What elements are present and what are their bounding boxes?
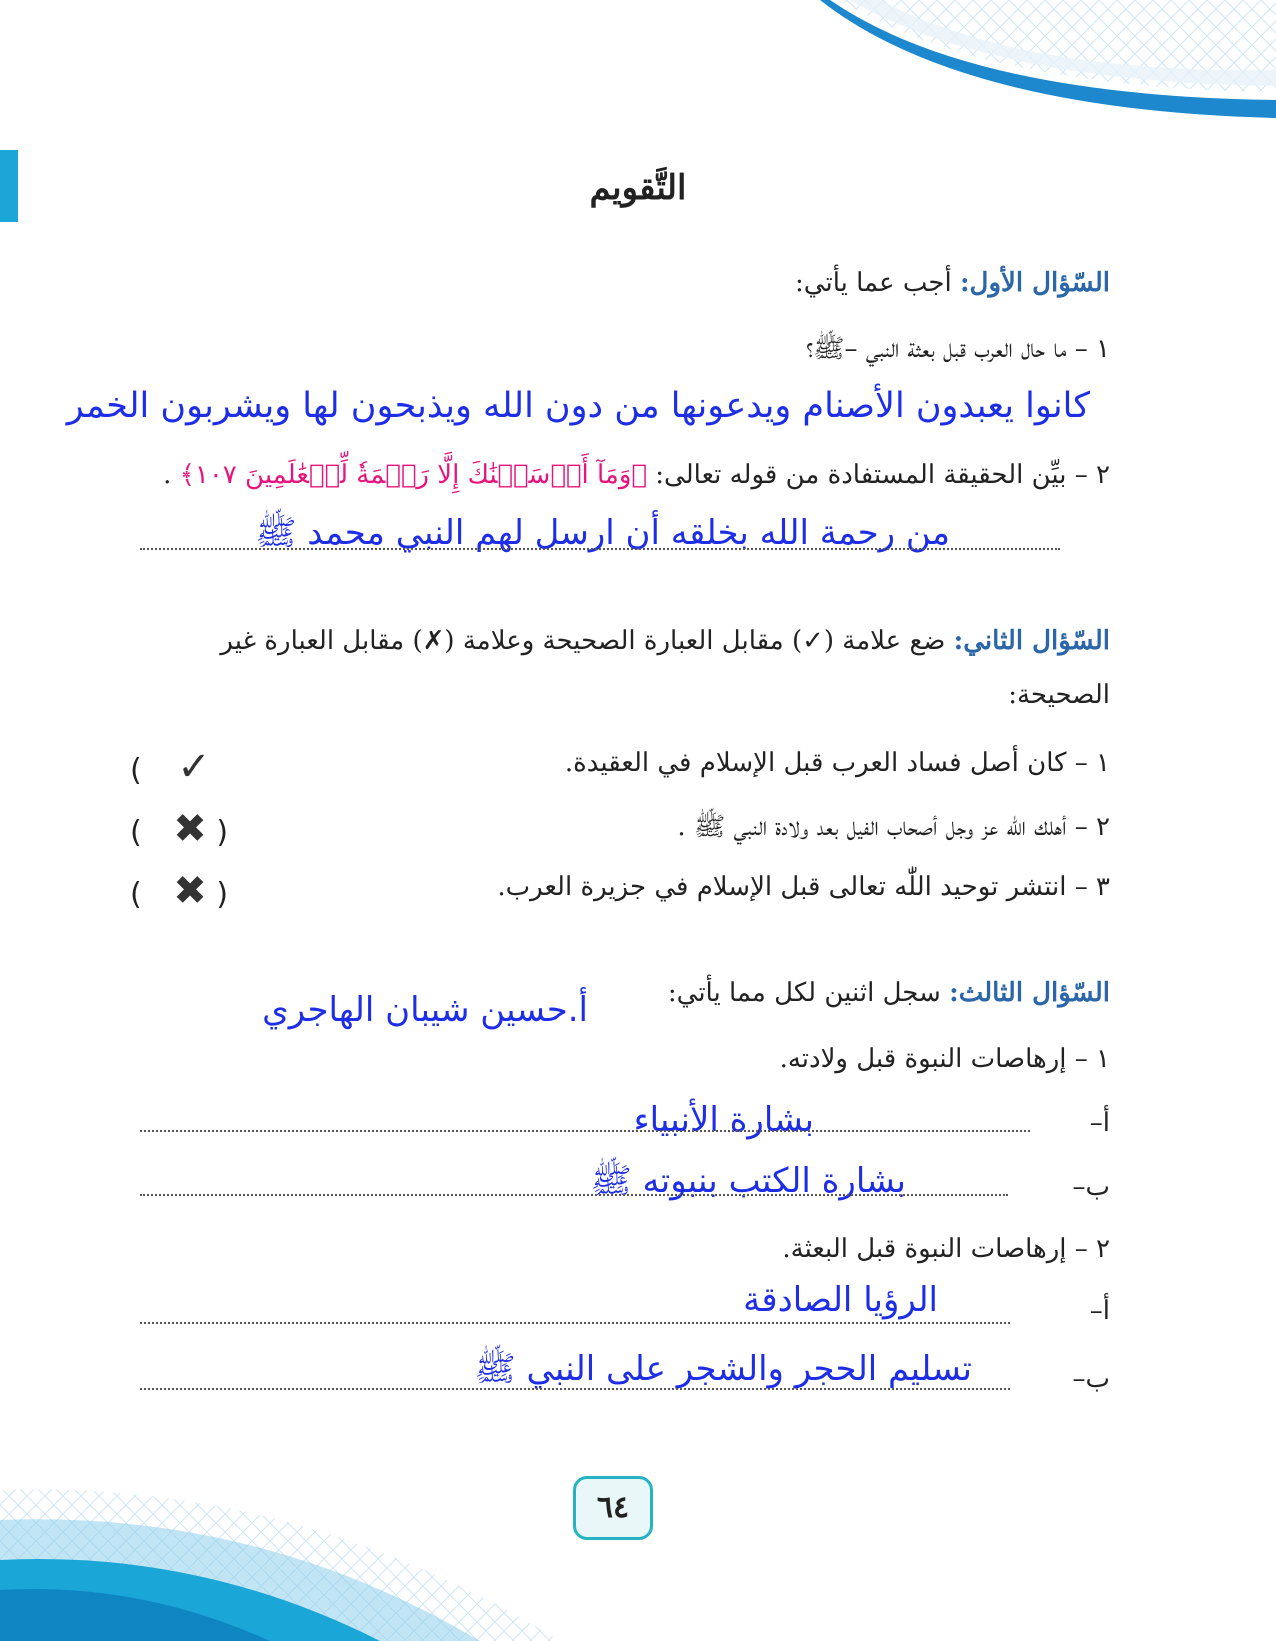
paren-open: ( [130,815,142,850]
q2-label: السّؤال الثاني: [953,626,1110,656]
q1-item1: ١ – ما حال العرب قبل بعثة النبي –ﷺ؟ [805,334,1110,364]
decorative-corner-bottom [0,1460,560,1641]
q3-part2-b-answer: تسليم الحجر والشجر على النبي ﷺ [474,1349,972,1389]
q2-item-3: ٣ – انتشر توحيد اللّٰه تعالى قبل الإسلام في جزيرة العرب. [497,872,1110,902]
paren-open: ( [130,753,142,788]
q3-part2-a-answer: الرؤيا الصادقة [743,1280,938,1320]
q3-part1-b-answer: بشارة الكتب بنبوته ﷺ [590,1161,906,1201]
answer-mark-3 [130,868,228,914]
paren-close: ) [216,877,229,912]
page-title: التَّقويم [589,168,687,208]
q2-item-2: ٢ – أهلك اللّٰه عز وجل أصحاب الفيل بعد ولادة النبي ﷺ . [677,812,1110,842]
q2-item-1: ١ – كان أصل فساد العرب قبل الإسلام في العقيدة. [564,748,1110,778]
answer-dotted-line [140,1194,1008,1196]
q1-instruction: أجب عما يأتي: [795,268,952,298]
q3-part2-a-prefix: أ– [1089,1296,1110,1326]
teacher-name: أ.حسين شيبان الهاجري [262,990,588,1030]
q1-label: السّؤال الأول: [959,268,1110,298]
answer-dotted-line [140,1322,1010,1324]
q1-item2-prefix: ٢ – بيِّن الحقيقة المستفادة من قوله تعالى: [655,460,1110,490]
answer-dotted-line [140,1388,1010,1390]
page-number: ٦٤ [573,1476,653,1540]
answer-mark-1 [130,744,211,790]
cross-mark-icon: ✖ [173,806,207,852]
decorative-corner-top [820,0,1276,120]
q1-item2-suffix: . [163,460,172,490]
answer-dotted-line [140,548,1060,550]
q1-item2 [163,460,1110,490]
q1-header [795,268,1110,298]
quran-verse: ﴿وَمَآ أَرۡسَلۡنَٰكَ إِلَّا رَحۡمَةٗ لِّلۡعَٰلَمِينَ ١٠٧﴾ [179,460,648,490]
q3-part1: ١ – إرهاصات النبوة قبل ولادته. [779,1044,1110,1074]
q1-answer1: كانوا يعبدون الأصنام ويدعونها من دون الله ويذبحون لها ويشربون الخمر [66,386,1090,426]
q2-instruction-line1: ضع علامة (✓) مقابل العبارة الصحيحة وعلامة (✗) مقابل العبارة غير [220,626,946,656]
q1-answer2: من رحمة الله بخلقه أن ارسل لهم النبي محمد ﷺ [255,513,950,553]
answer-dotted-line [140,1130,1030,1132]
paren-close: ) [216,815,229,850]
q3-part1-a-prefix: أ– [1089,1108,1110,1138]
q3-header [668,978,1110,1008]
q3-label: السّؤال الثالث: [949,978,1110,1008]
q2-header [220,626,1110,656]
q3-part1-b-prefix: ب– [1072,1172,1110,1202]
cross-mark-icon: ✖ [173,868,207,914]
paren-open: ( [130,877,142,912]
q3-instruction: سجل اثنين لكل مما يأتي: [667,978,941,1008]
answer-mark-2 [130,806,228,852]
q3-part1-a-answer: بشارة الأنبياء [633,1100,814,1140]
check-mark-icon: ✓ [177,744,211,790]
q2-instruction-line2: الصحيحة: [1008,680,1110,710]
q3-part2: ٢ – إرهاصات النبوة قبل البعثة. [782,1234,1110,1264]
q3-part2-b-prefix: ب– [1072,1364,1110,1394]
